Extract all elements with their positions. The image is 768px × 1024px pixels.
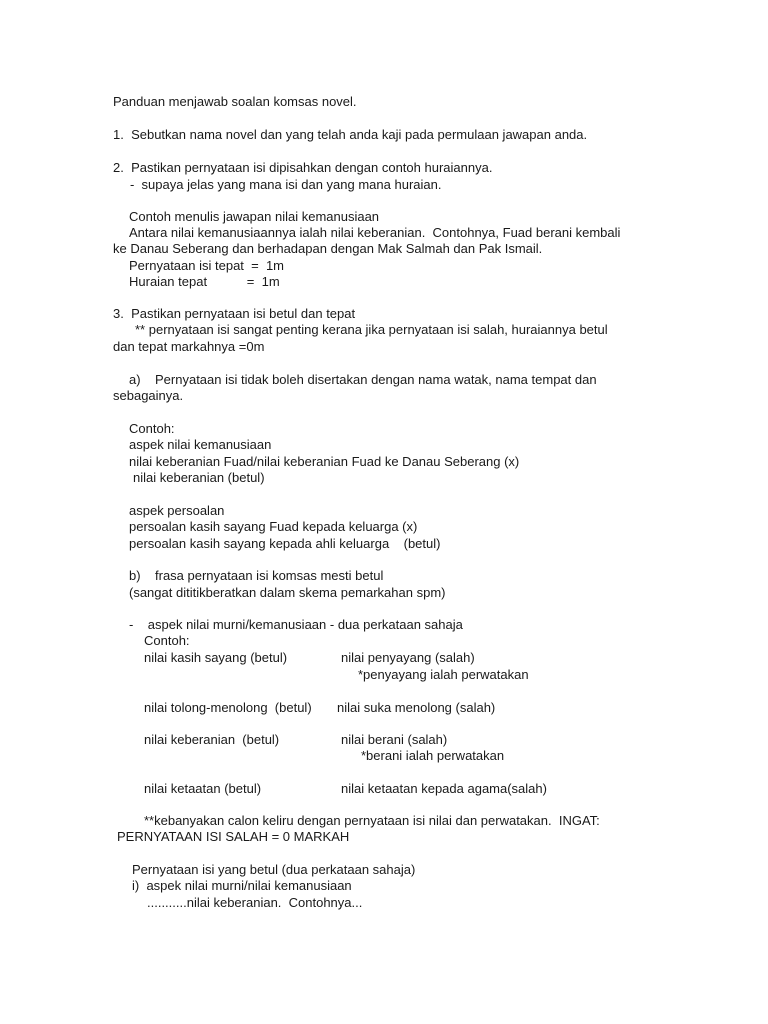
- text-line: - aspek nilai murni/kemanusiaan - dua perkataan sahaja: [129, 617, 463, 632]
- text-line: nilai suka menolong (salah): [337, 700, 496, 715]
- text-line: Contoh menulis jawapan nilai kemanusiaan: [129, 209, 380, 224]
- text-line: ...........nilai keberanian. Contohnya...: [147, 895, 363, 910]
- text-line: nilai keberanian (betul): [144, 732, 280, 747]
- text-line: 1. Sebutkan nama novel dan yang telah anda kaji pada permulaan jawapan anda.: [113, 127, 588, 142]
- text-line: 2. Pastikan pernyataan isi dipisahkan dengan contoh huraiannya.: [113, 160, 493, 175]
- text-line: 3. Pastikan pernyataan isi betul dan tepat: [113, 306, 356, 321]
- text-line: a) Pernyataan isi tidak boleh disertakan dengan nama watak, nama tempat dan: [129, 372, 597, 387]
- text-line: Contoh:: [144, 633, 190, 648]
- text-line: Antara nilai kemanusiaannya ialah nilai keberanian. Contohnya, Fuad berani kembali: [129, 225, 621, 240]
- text-line: nilai penyayang (salah): [341, 650, 475, 665]
- text-line: nilai berani (salah): [341, 732, 448, 747]
- text-line: nilai tolong-menolong (betul): [144, 700, 312, 715]
- text-line: sebagainya.: [113, 388, 184, 403]
- document-title: Panduan menjawab soalan komsas novel.: [113, 94, 357, 109]
- text-line: dan tepat markahnya =0m: [113, 339, 265, 354]
- text-line: persoalan kasih sayang kepada ahli keluarga (betul): [129, 536, 441, 551]
- text-line: nilai keberanian (betul): [133, 470, 265, 485]
- text-line: aspek nilai kemanusiaan: [129, 437, 272, 452]
- text-line: b) frasa pernyataan isi komsas mesti betul: [129, 568, 384, 583]
- text-line: nilai ketaatan kepada agama(salah): [341, 781, 547, 796]
- text-line: ke Danau Seberang dan berhadapan dengan Mak Salmah dan Pak Ismail.: [113, 241, 543, 256]
- text-line: (sangat dititikberatkan dalam skema pemarkahan spm): [129, 585, 446, 600]
- text-line: PERNYATAAN ISI SALAH = 0 MARKAH: [117, 829, 350, 844]
- text-line: i) aspek nilai murni/nilai kemanusiaan: [132, 878, 352, 893]
- text-line: - supaya jelas yang mana isi dan yang mana huraian.: [130, 177, 442, 192]
- text-line: *berani ialah perwatakan: [361, 748, 505, 763]
- text-line: Pernyataan isi yang betul (dua perkataan sahaja): [132, 862, 416, 877]
- text-line: Contoh:: [129, 421, 175, 436]
- text-line: Pernyataan isi tepat = 1m: [129, 258, 285, 273]
- text-line: nilai keberanian Fuad/nilai keberanian Fuad ke Danau Seberang (x): [129, 454, 520, 469]
- text-line: nilai ketaatan (betul): [144, 781, 262, 796]
- text-line: **kebanyakan calon keliru dengan pernyataan isi nilai dan perwatakan. INGAT:: [144, 813, 600, 828]
- text-line: persoalan kasih sayang Fuad kepada keluarga (x): [129, 519, 418, 534]
- text-line: ** pernyataan isi sangat penting kerana jika pernyataan isi salah, huraiannya betul: [135, 322, 608, 337]
- text-line: aspek persoalan: [129, 503, 225, 518]
- text-line: Huraian tepat = 1m: [129, 274, 280, 289]
- text-line: *penyayang ialah perwatakan: [358, 667, 529, 682]
- text-line: nilai kasih sayang (betul): [144, 650, 288, 665]
